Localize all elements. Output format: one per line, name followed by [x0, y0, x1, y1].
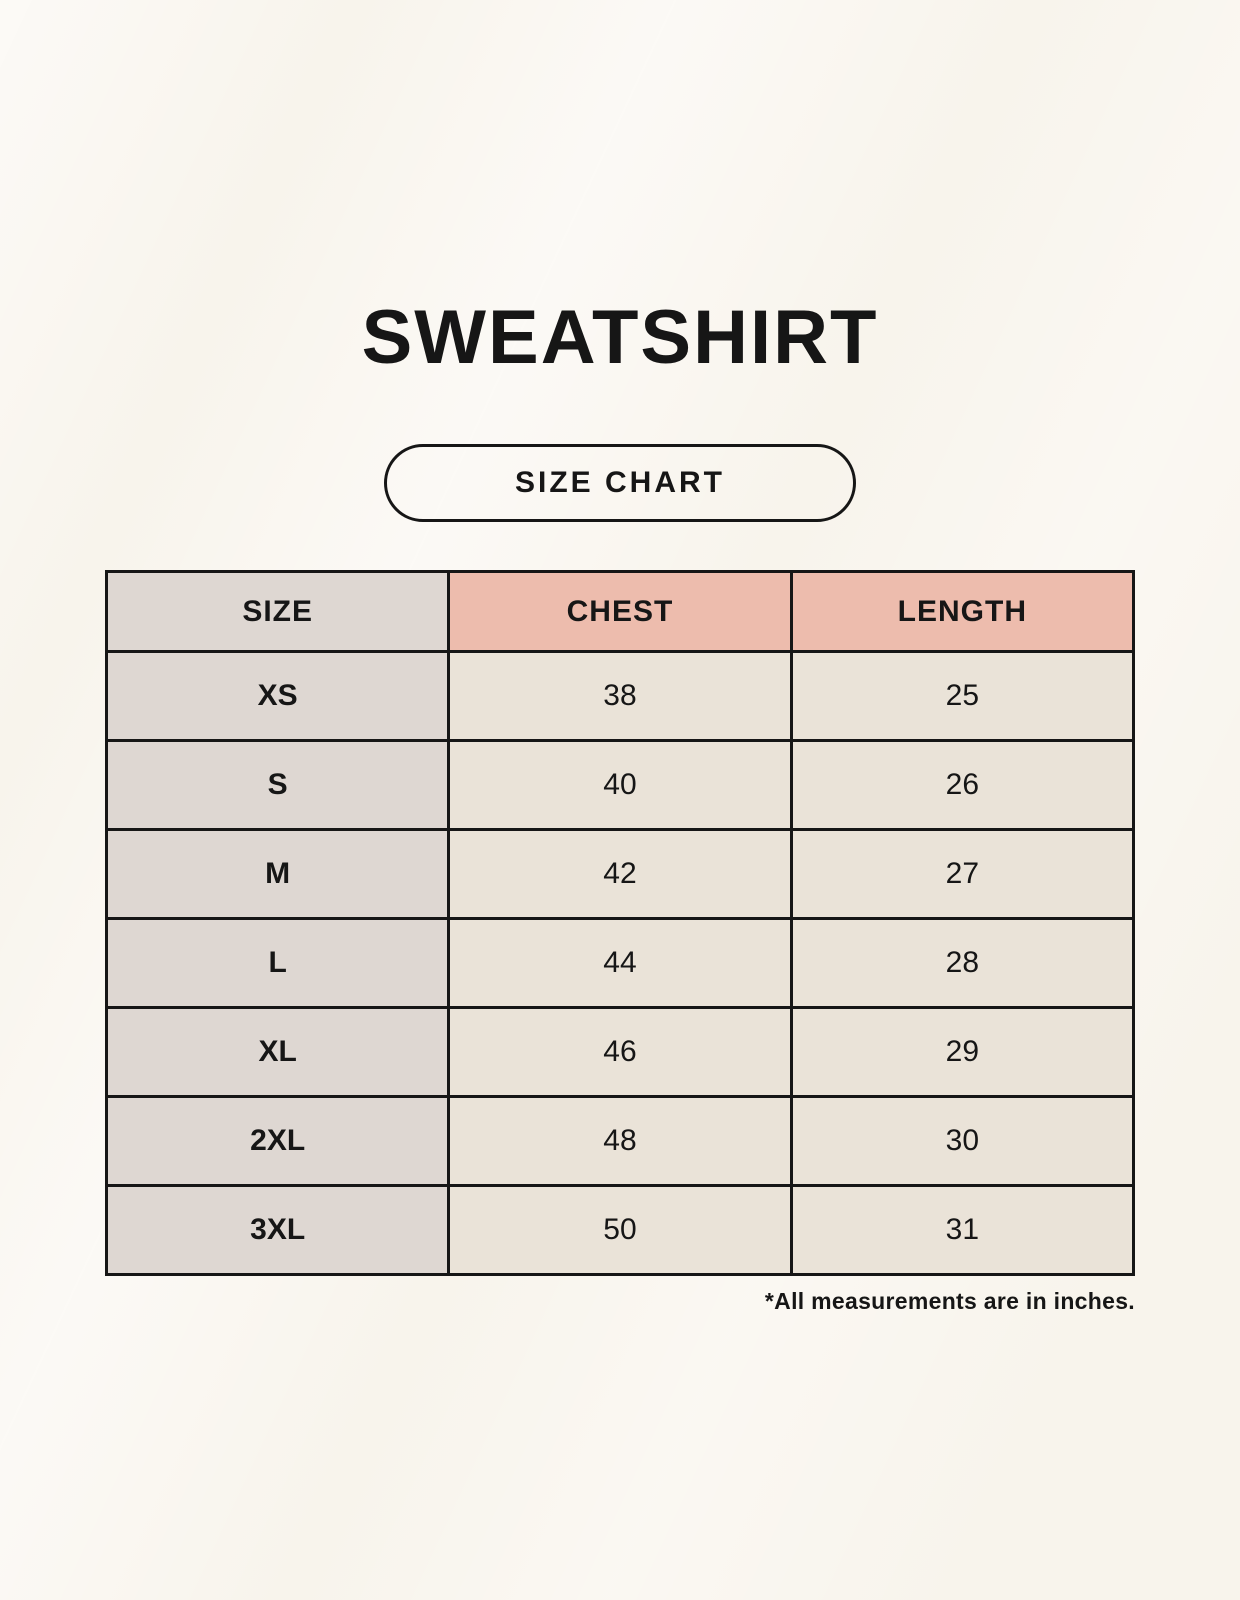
- length-value: 30: [791, 1097, 1133, 1186]
- chest-value: 42: [449, 830, 791, 919]
- length-value: 25: [791, 652, 1133, 741]
- table-row: [107, 830, 1134, 919]
- size-label: L: [107, 919, 449, 1008]
- table-row: [107, 919, 1134, 1008]
- table-row: [107, 652, 1134, 741]
- chest-value: 50: [449, 1186, 791, 1275]
- size-label: 3XL: [107, 1186, 449, 1275]
- size-label: XL: [107, 1008, 449, 1097]
- length-value: 29: [791, 1008, 1133, 1097]
- table-row: [107, 1097, 1134, 1186]
- length-value: 28: [791, 919, 1133, 1008]
- measurement-footnote: *All measurements are in inches.: [764, 1288, 1135, 1314]
- size-chart-badge-label: SIZE CHART: [515, 466, 725, 499]
- chest-value: 46: [449, 1008, 791, 1097]
- column-header-size: SIZE: [107, 572, 449, 652]
- chest-value: 44: [449, 919, 791, 1008]
- table-header-row: [107, 572, 1134, 652]
- page-title: SWEATSHIRT: [361, 295, 879, 380]
- size-label: XS: [107, 652, 449, 741]
- chest-value: 38: [449, 652, 791, 741]
- length-value: 31: [791, 1186, 1133, 1275]
- size-label: 2XL: [107, 1097, 449, 1186]
- size-chart-badge: [384, 444, 856, 522]
- table-row: [107, 1186, 1134, 1275]
- length-value: 27: [791, 830, 1133, 919]
- length-value: 26: [791, 741, 1133, 830]
- size-table: [105, 570, 1135, 1276]
- table-row: [107, 741, 1134, 830]
- size-label: S: [107, 741, 449, 830]
- size-label: M: [107, 830, 449, 919]
- column-header-chest: CHEST: [449, 572, 791, 652]
- table-row: [107, 1008, 1134, 1097]
- column-header-length: LENGTH: [791, 572, 1133, 652]
- chest-value: 40: [449, 741, 791, 830]
- chest-value: 48: [449, 1097, 791, 1186]
